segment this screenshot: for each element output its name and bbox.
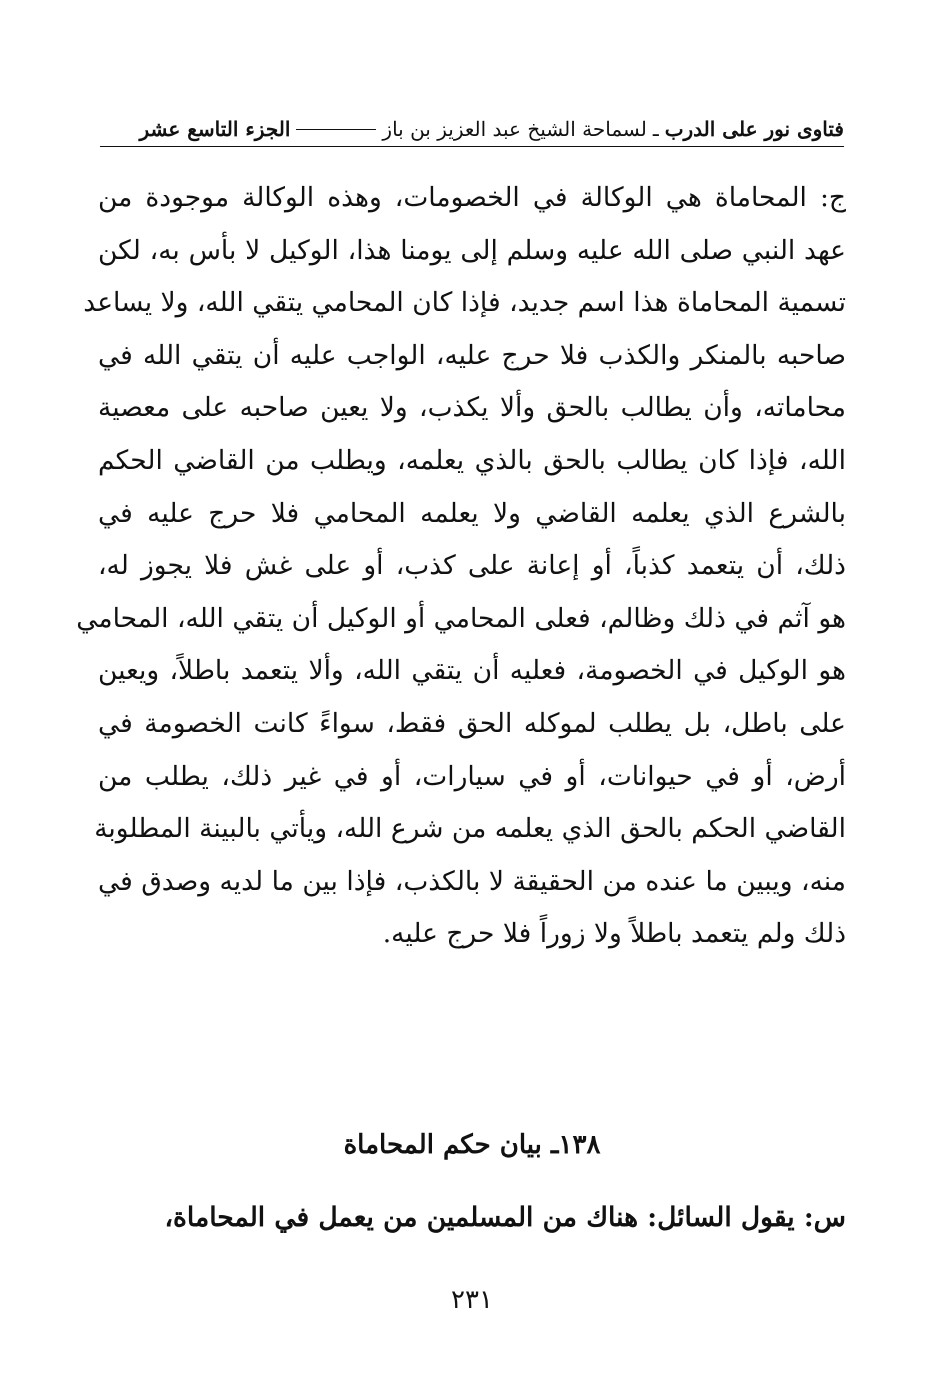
author-name: لسماحة الشيخ عبد العزيز بن باز [382, 117, 647, 141]
volume-part: الجزء التاسع عشر [139, 117, 291, 141]
text-line: هو آثم في ذلك وظالم، فعلى المحامي أو الوكيل أن يتقي الله، المحامي [76, 602, 846, 634]
answer-text [76, 172, 846, 961]
question-text: س: يقول السائل: هناك من المسلمين من يعمل في المحاماة، [164, 1202, 846, 1233]
text-line: عهد النبي صلى الله عليه وسلم إلى يومنا هذا، الوكيل لا بأس به، لكن [98, 234, 846, 266]
text-line: تسمية المحاماة هذا اسم جديد، فإذا كان المحامي يتقي الله، ولا يساعد [83, 287, 846, 319]
header-rule [296, 129, 376, 130]
text-line: أرض، أو في حيوانات، أو في سيارات، أو في غير ذلك، يطلب من [98, 760, 846, 792]
text-line: ذلك، أن يتعمد كذباً، أو إعانة على كذب، أو على غش فلا يجوز له، [98, 550, 846, 582]
text-line: ذلك ولم يتعمد باطلاً ولا زوراً فلا حرج عليه. [382, 918, 846, 950]
text-line: ج: المحاماة هي الوكالة في الخصومات، وهذه الوكالة موجودة من [98, 182, 846, 213]
text-line: الله، فإذا كان يطالب بالحق بالذي يعلمه، ويطلب من القاضي الحكم [98, 444, 846, 476]
text-line: صاحبه بالمنكر والكذب فلا حرج عليه، الواجب عليه أن يتقي الله في [98, 339, 846, 371]
text-line: هو الوكيل في الخصومة، فعليه أن يتقي الله، وألا يتعمد باطلاً، ويعين [98, 655, 846, 687]
text-line: محاماته، وأن يطالب بالحق وألا يكذب، ولا يعين صاحبه على معصية [98, 392, 846, 424]
section-heading: ١٣٨ـ بيان حكم المحاماة [343, 1130, 601, 1160]
text-line: على باطل، بل يطلب لموكله الحق فقط، سواءً كانت الخصومة في [98, 707, 846, 739]
text-line: بالشرع الذي يعلمه القاضي ولا يعلمه المحامي فلا حرج عليه في [98, 497, 846, 529]
page-number: ٢٣١ [451, 1285, 493, 1315]
header-separator: ـ [652, 117, 659, 141]
book-title: فتاوى نور على الدرب [664, 117, 844, 141]
text-line: منه، ويبين ما عنده من الحقيقة لا بالكذب، فإذا بين ما لديه وصدق في [98, 865, 846, 897]
text-line: القاضي الحكم بالحق الذي يعلمه من شرع الله، ويأتي بالبينة المطلوبة [94, 813, 846, 845]
running-header [100, 112, 844, 147]
